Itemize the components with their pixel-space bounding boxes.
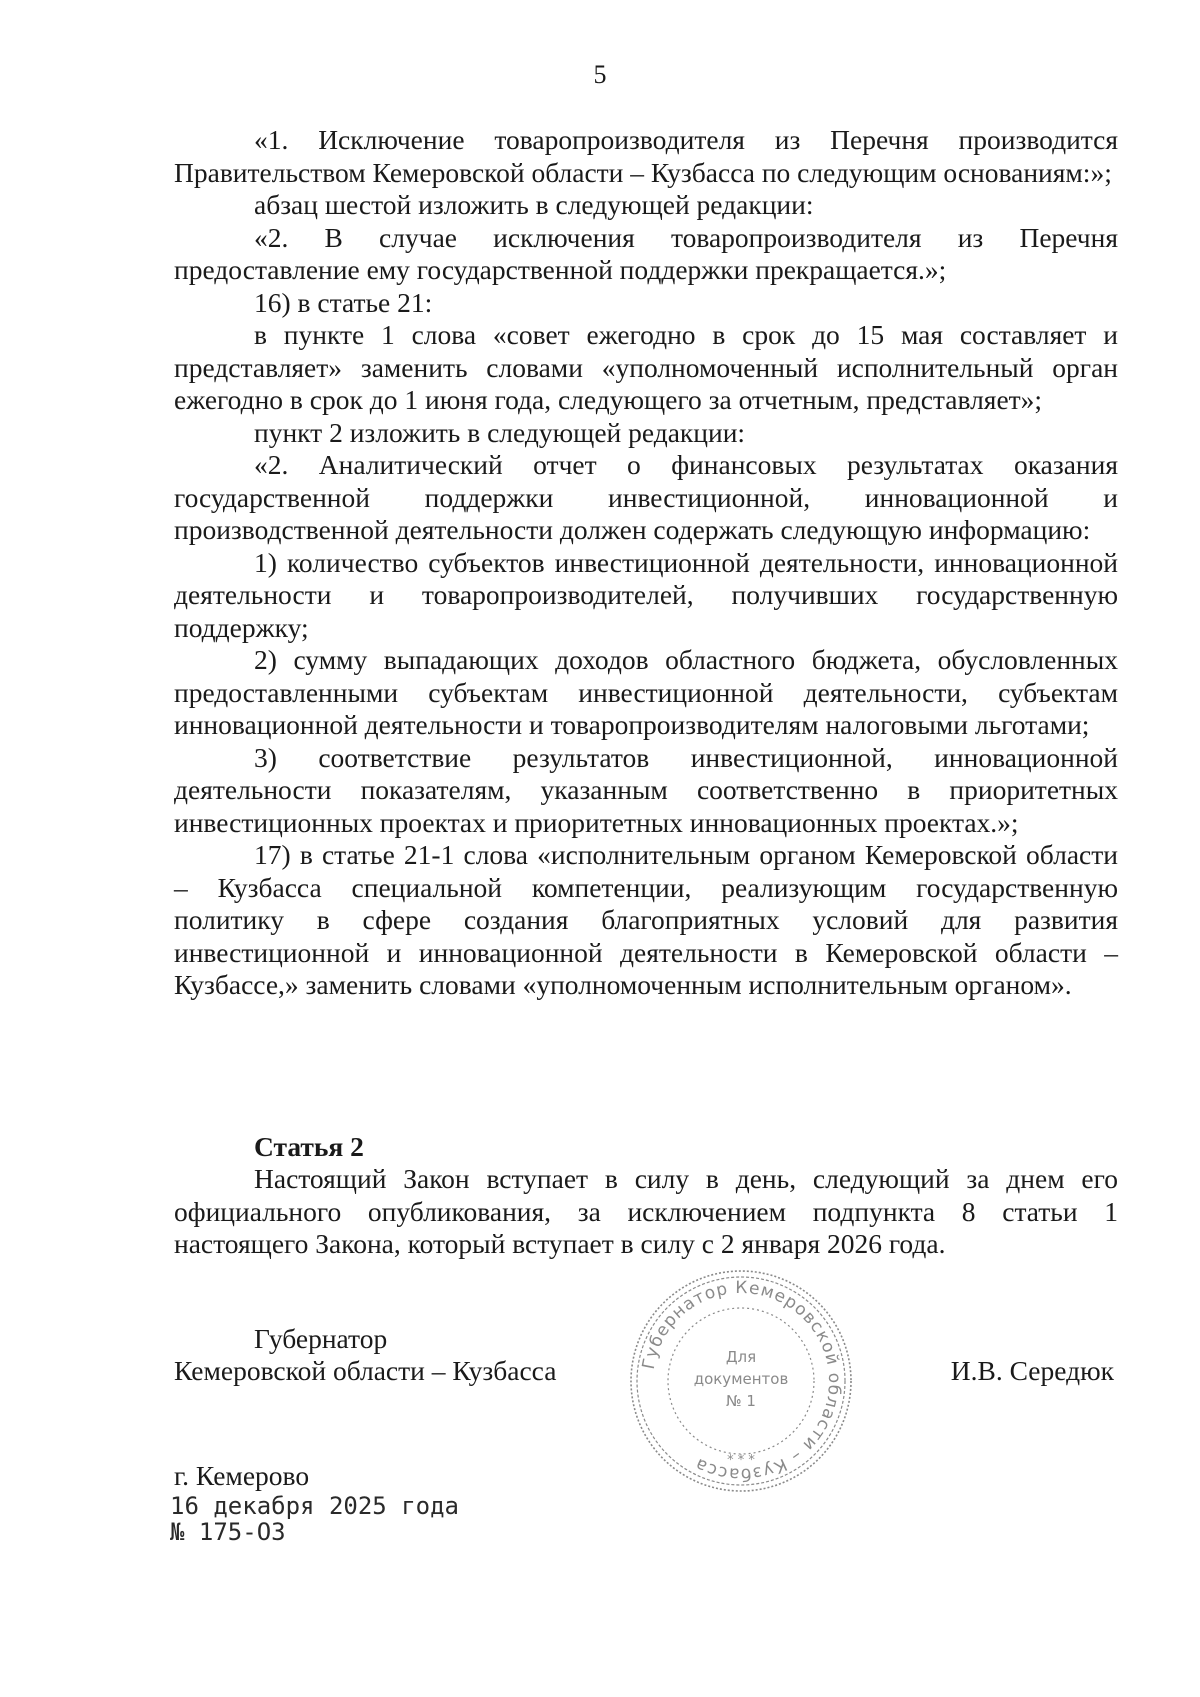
seal-center-line1: Для [725, 1348, 757, 1366]
place-of-signing: г. Кемерово [174, 1460, 310, 1491]
paragraph: 2) сумму выпадающих доходов областного бюджета, обусловленных предоставленными субъектам инвестиционной деятельности, субъектам инновационной деятельности и товаропроизводителям налоговыми льготами; [174, 644, 1118, 740]
paragraph: «1. Исключение товаропроизводителя из Перечня производится Правительством Кемеровской области – Кузбасса по следующим основаниям:»; [174, 124, 1118, 188]
law-date: 16 декабря 2025 года [170, 1492, 459, 1520]
paragraph: 17) в статье 21-1 слова «исполнительным органом Кемеровской области – Кузбасса специальной компетенции, реализующим государственную политику в сфере создания благоприятных условий для развития инвестиционной и инновационной деятельности в Кемеровской области – Кузбассе,» заменить словами «уполномоченным исполнительным органом». [174, 839, 1118, 1000]
document-body [174, 124, 1118, 1002]
paragraph: пункт 2 изложить в следующей редакции: [254, 416, 746, 448]
seal-center-line2: документов [693, 1370, 789, 1388]
article-text: Настоящий Закон вступает в силу в день, следующий за днем его официального опубликования, за исключением подпункта 8 статьи 1 настоящего Закона, который вступает в силу с 2 января 2026 года. [174, 1163, 1118, 1259]
page-number: 5 [593, 60, 607, 89]
official-seal [628, 1268, 854, 1494]
paragraph: в пункте 1 слова «совет ежегодно в срок до 15 мая составляет и представляет» заменить словами «уполномоченный исполнительный орган ежегодно в срок до 1 июня года, следующего за отчетным, представляет»; [174, 319, 1118, 415]
seal-ring-text: Губернатор Кемеровской области – Кузбасса [638, 1277, 845, 1485]
signatory-name: И.В. Середюк [950, 1355, 1114, 1386]
seal-stars: * * * [727, 1453, 755, 1468]
law-number: № 175-ОЗ [170, 1518, 286, 1546]
article-heading: Статья 2 [254, 1131, 364, 1162]
paragraph: «2. В случае исключения товаропроизводителя из Перечня предоставление ему государственной поддержки прекращается.»; [174, 221, 1118, 285]
paragraph: 1) количество субъектов инвестиционной деятельности, инновационной деятельности и товаропроизводителей, получивших государственную поддержку; [174, 546, 1118, 643]
signatory-region: Кемеровской области – Кузбасса [174, 1355, 557, 1386]
paragraph: «2. Аналитический отчет о финансовых результатах оказания государственной поддержки инвестиционной, инновационной и производственной деятельности должен содержать следующую информацию: [174, 449, 1118, 545]
paragraph: абзац шестой изложить в следующей редакции: [254, 189, 814, 220]
date-and-number-stamp [170, 1493, 459, 1545]
signatory-title: Губернатор [254, 1323, 388, 1354]
paragraph: 3) соответствие результатов инвестиционной, инновационной деятельности показателям, указанным соответственно в приоритетных инвестиционных проектах и приоритетных инновационных проектах.»; [174, 741, 1118, 838]
seal-center-line3: № 1 [726, 1392, 756, 1410]
paragraph: 16) в статье 21: [254, 286, 433, 318]
